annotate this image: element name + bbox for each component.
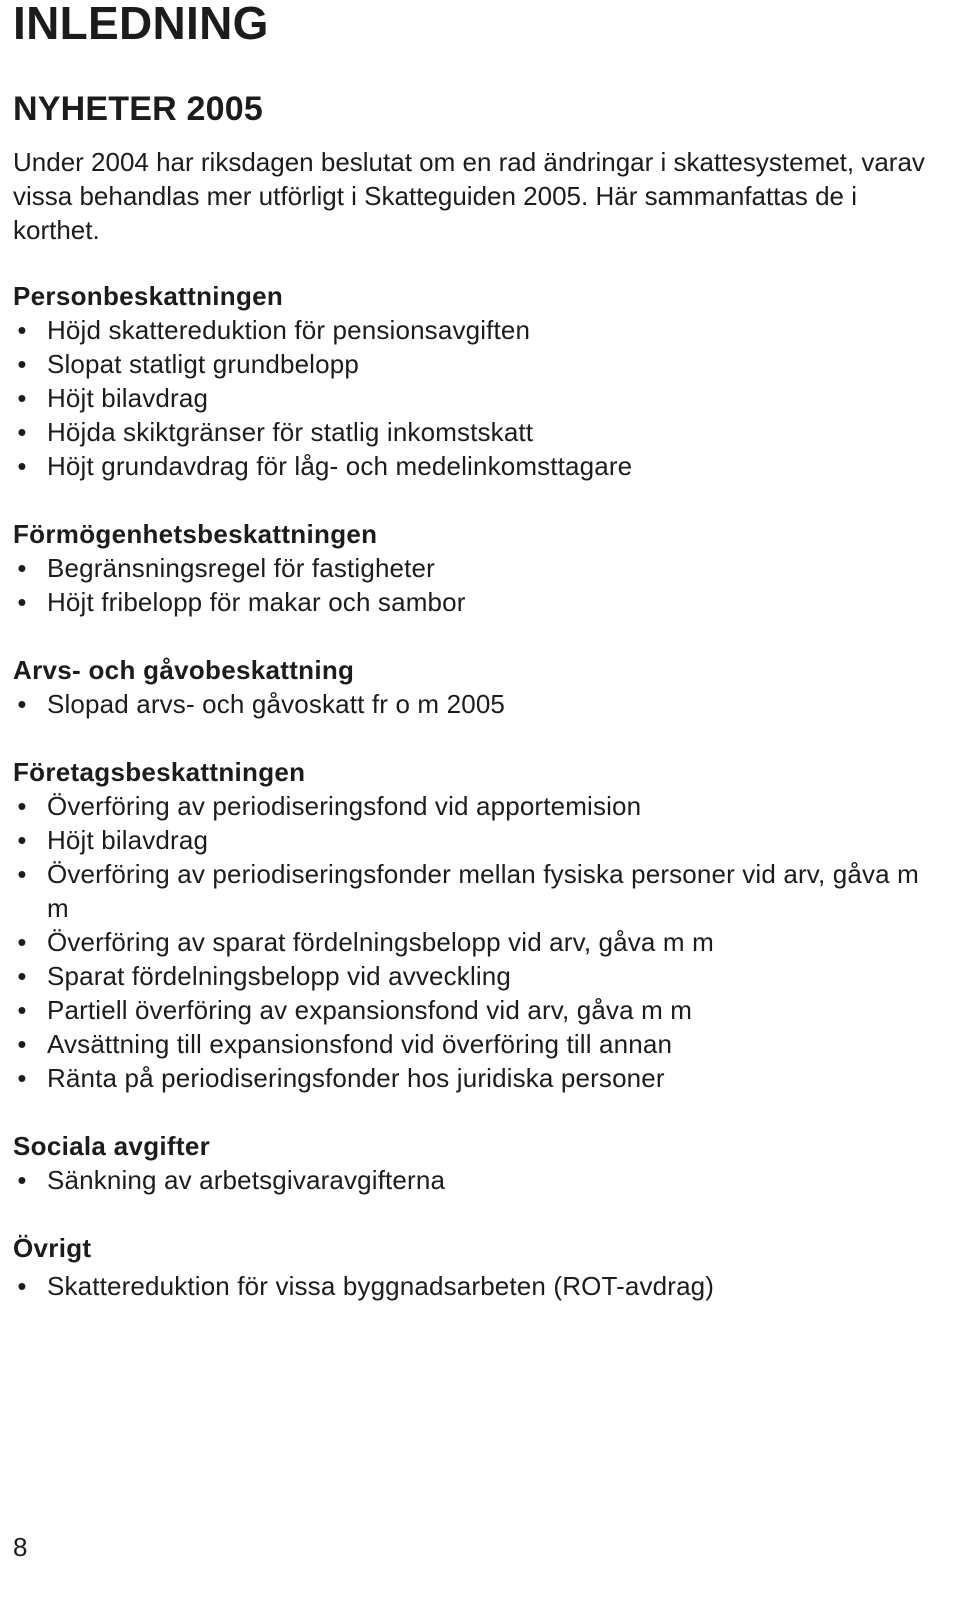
list-item <box>13 1269 948 1303</box>
list-item <box>13 993 948 1027</box>
list-item-text: Sänkning av arbetsgivaravgifterna <box>47 1165 446 1195</box>
list-item-text: Partiell överföring av expansionsfond vid arv, gåva m m <box>47 995 693 1025</box>
bullet-icon: • <box>17 349 27 379</box>
list-item-text: Slopat statligt grundbelopp <box>47 349 359 379</box>
section-arvs-och-gavobeskattning <box>13 653 948 721</box>
bullet-icon: • <box>17 859 27 889</box>
bullet-icon: • <box>17 1165 27 1195</box>
section-title: NYHETER 2005 <box>13 90 263 128</box>
section-ovrigt <box>13 1231 948 1303</box>
bullet-icon: • <box>17 553 27 583</box>
list-item-text: Höjd skattereduktion för pensionsavgiften <box>47 315 531 345</box>
list-item <box>13 415 948 449</box>
list-item <box>13 347 948 381</box>
list-item <box>13 551 948 585</box>
list-item-text: Höjt grundavdrag för låg- och medelinkomsttagare <box>47 451 633 481</box>
section-foretagsbeskattningen <box>13 755 948 1095</box>
chapter-title: INLEDNING <box>13 0 269 49</box>
list-item-text: Slopad arvs- och gåvoskatt fr o m 2005 <box>47 689 506 719</box>
bullet-icon: • <box>17 961 27 991</box>
bullet-icon: • <box>17 825 27 855</box>
section-heading: Arvs- och gåvobeskattning <box>13 655 355 685</box>
bullet-icon: • <box>17 689 27 719</box>
bullet-icon: • <box>17 1271 27 1301</box>
list-item <box>13 313 948 347</box>
list-item <box>13 687 948 721</box>
list-item <box>13 449 948 483</box>
section-formogenhetsbeskattningen <box>13 517 948 619</box>
section-heading: Sociala avgifter <box>13 1131 210 1161</box>
section-heading: Övrigt <box>13 1233 92 1263</box>
list-item <box>13 1027 948 1061</box>
list-item <box>13 823 948 857</box>
bullet-icon: • <box>17 383 27 413</box>
bullet-icon: • <box>17 995 27 1025</box>
list-item-text: Avsättning till expansionsfond vid överföring till annan <box>47 1029 673 1059</box>
list-item <box>13 789 948 823</box>
bullet-icon: • <box>17 1063 27 1093</box>
bullet-list <box>13 789 948 1095</box>
list-item <box>13 1163 948 1197</box>
list-item <box>13 857 948 925</box>
list-item-text: Höjt fribelopp för makar och sambor <box>47 587 466 617</box>
list-item-text: Höjda skiktgränser för statlig inkomstskatt <box>47 417 534 447</box>
page-number: 8 <box>13 1532 28 1562</box>
section-heading: Personbeskattningen <box>13 281 284 311</box>
bullet-icon: • <box>17 791 27 821</box>
list-item <box>13 381 948 415</box>
news-content <box>13 279 948 1337</box>
list-item-text: Överföring av periodiseringsfonder mellan fysiska personer vid arv, gåva m m <box>47 859 919 923</box>
section-heading: Företagsbeskattningen <box>13 757 306 787</box>
list-item-text: Begränsningsregel för fastigheter <box>47 553 435 583</box>
list-item <box>13 959 948 993</box>
list-item <box>13 925 948 959</box>
list-item-text: Skattereduktion för vissa byggnadsarbeten (ROT-avdrag) <box>47 1271 715 1301</box>
bullet-icon: • <box>17 927 27 957</box>
bullet-list <box>13 1163 948 1197</box>
list-item <box>13 585 948 619</box>
list-item-text: Sparat fördelningsbelopp vid avveckling <box>47 961 512 991</box>
bullet-icon: • <box>17 417 27 447</box>
list-item-text: Överföring av periodiseringsfond vid apportemision <box>47 791 642 821</box>
bullet-icon: • <box>17 587 27 617</box>
bullet-icon: • <box>17 1029 27 1059</box>
list-item-text: Ränta på periodiseringsfonder hos juridiska personer <box>47 1063 665 1093</box>
section-sociala-avgifter <box>13 1129 948 1197</box>
bullet-list <box>13 1269 948 1303</box>
intro-paragraph: Under 2004 har riksdagen beslutat om en rad ändringar i skattesystemet, varav vissa behandlas mer utförligt i Skatteguiden 2005. Här sammanfattas de i korthet. <box>13 147 925 245</box>
list-item <box>13 1061 948 1095</box>
bullet-list <box>13 313 948 483</box>
list-item-text: Höjt bilavdrag <box>47 825 209 855</box>
section-heading: Förmögenhetsbeskattningen <box>13 519 378 549</box>
list-item-text: Höjt bilavdrag <box>47 383 209 413</box>
bullet-icon: • <box>17 315 27 345</box>
list-item-text: Överföring av sparat fördelningsbelopp vid arv, gåva m m <box>47 927 714 957</box>
bullet-icon: • <box>17 451 27 481</box>
bullet-list <box>13 687 948 721</box>
section-personbeskattningen <box>13 279 948 483</box>
bullet-list <box>13 551 948 619</box>
